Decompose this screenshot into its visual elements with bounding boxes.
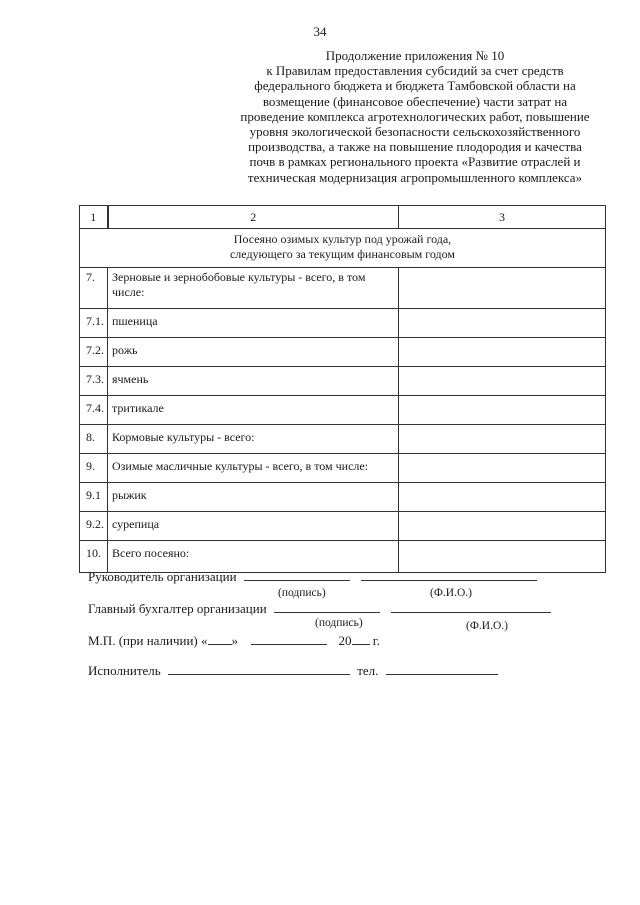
year-prefix: 20 (338, 633, 352, 648)
header-line: Продолжение приложения № 10 (325, 48, 505, 63)
year-suffix: г. (372, 633, 380, 648)
column-header-1: 1 (80, 206, 108, 229)
header-line: производства, а также на повышение плодородия и качества (248, 139, 582, 155)
row-name: Зерновые и зернобобовые культуры - всего, в том числе: (108, 268, 399, 309)
accountant-name-caption: (Ф.И.О.) (466, 620, 508, 632)
row-name: рыжик (108, 483, 399, 512)
row-number: 7.4. (80, 396, 108, 425)
accountant-signature-field[interactable] (274, 600, 380, 613)
header-line: уровня экологической безопасности сельскохозяйственного (249, 124, 581, 140)
row-number: 7. (80, 268, 108, 309)
row-number: 7.1. (80, 309, 108, 338)
row-number: 9.2. (80, 512, 108, 541)
day-field[interactable] (208, 632, 232, 645)
row-name: Всего посеяно: (108, 541, 399, 573)
row-number: 7.3. (80, 367, 108, 396)
header-line: к Правилам предоставления субсидий за счет средств (266, 63, 564, 79)
row-name: сурепица (108, 512, 399, 541)
row-name: тритикале (108, 396, 399, 425)
seal-label: М.П. (при наличии) « (88, 633, 208, 648)
seal-quote-close: » (231, 633, 239, 648)
head-sign-caption: (подпись) (278, 587, 326, 599)
head-label: Руководитель организации (88, 569, 237, 584)
row-number: 9. (80, 454, 108, 483)
executor-line (88, 662, 498, 679)
page-number: 34 (313, 24, 327, 39)
accountant-label: Главный бухгалтер организации (88, 601, 267, 616)
row-number: 10. (80, 541, 108, 573)
section-title-line: следующего за текущим финансовым годом (229, 247, 456, 261)
header-line: техническая модернизация агропромышленного комплекса» (247, 169, 583, 185)
executor-field[interactable] (168, 662, 350, 675)
header-line: возмещение (финансовое обеспечение) части затрат на (262, 93, 568, 109)
seal-date-line (88, 632, 380, 649)
row-name: пшеница (108, 309, 399, 338)
accountant-sign-caption: (подпись) (315, 617, 363, 629)
phone-field[interactable] (386, 662, 498, 675)
header-line: почв в рамках регионального проекта «Развитие отраслей и (249, 154, 581, 170)
section-title-line: Посеяно озимых культур под урожай года, (233, 232, 452, 246)
row-number: 8. (80, 425, 108, 454)
row-number: 7.2. (80, 338, 108, 367)
column-header-2: 2 (108, 206, 399, 229)
row-name: рожь (108, 338, 399, 367)
accountant-signature-line (88, 600, 551, 617)
head-name-caption: (Ф.И.О.) (430, 587, 472, 599)
accountant-name-field[interactable] (391, 600, 551, 613)
phone-label: тел. (357, 663, 379, 678)
head-name-field[interactable] (361, 568, 537, 581)
row-name: ячмень (108, 367, 399, 396)
header-line: федерального бюджета и бюджета Тамбовской области на (254, 78, 576, 94)
column-header-3: 3 (399, 206, 606, 229)
head-signature-field[interactable] (244, 568, 350, 581)
year-field[interactable] (352, 632, 370, 645)
row-name: Кормовые культуры - всего: (108, 425, 399, 454)
month-field[interactable] (251, 632, 327, 645)
row-name: Озимые масличные культуры - всего, в том числе: (108, 454, 399, 483)
executor-label: Исполнитель (88, 663, 161, 678)
row-number: 9.1 (80, 483, 108, 512)
head-signature-line (88, 568, 537, 585)
header-line: проведение комплекса агротехнологических работ, повышение (240, 108, 590, 124)
